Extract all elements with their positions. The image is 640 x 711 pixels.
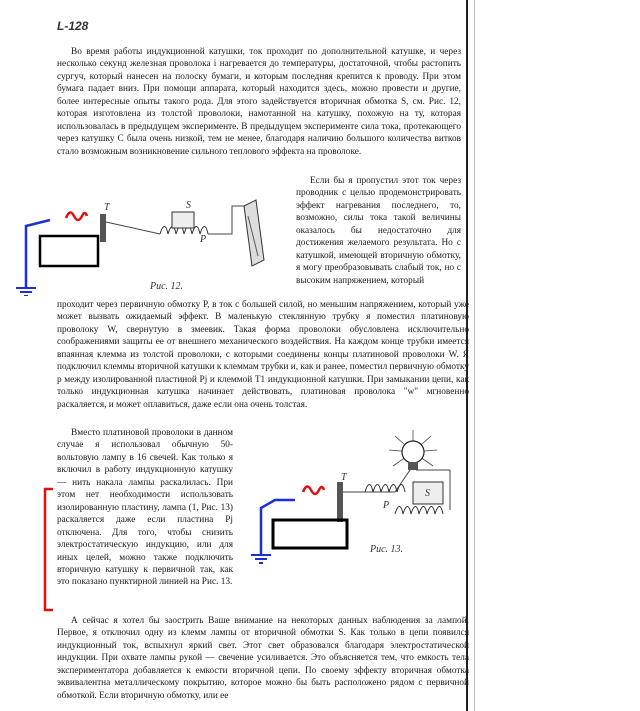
paragraph-2 xyxy=(296,175,461,287)
paragraph-4 xyxy=(57,427,233,589)
lamp-base xyxy=(408,462,418,470)
page-label: L-128 xyxy=(57,19,89,33)
paragraph-1 xyxy=(57,46,461,158)
paragraph-4-text: Вместо платиновой проволоки в данном случае я использовал обычную 50-вольтовую лампу в 16 свечей. Как только я включил в работу индукционную катушку — нить накала лампы раскалилась. При этом нет необходимости использовать изолированную пластину, лампа (1, Рис. 13) раскаляется даже если пластина Pj отключена. Для того, чтобы снизить электростатическую индукцию, или для иных целей, можно также подключить вторичную катушку к первичной так, как это показано пунктирной линией на Рис. 13. xyxy=(57,428,233,588)
fig12-caption: Рис. 12. xyxy=(150,281,184,292)
right-margin-rule-faint xyxy=(474,0,475,711)
terminal xyxy=(100,214,106,242)
figure-12 xyxy=(0,196,290,296)
fig13-label-s: S xyxy=(425,488,430,499)
terminal-13 xyxy=(337,482,343,522)
paragraph-2-text: Если бы я пропустил этот ток через проводник с целью продемонстрировать эффект нагревания последнего, то, возможно, силы тока такой величины оказалось бы недостаточно для достижения желаемого результата. Но с катушкой, имеющей вторичную обмотку, я могу преобразовывать слабый ток, но с высоким напряжением, который xyxy=(296,176,461,286)
lamp-bulb xyxy=(402,441,424,463)
paragraph-5 xyxy=(57,615,469,702)
red-bracket-annotation xyxy=(41,487,55,612)
fig12-label-t: T xyxy=(104,202,110,213)
figure-13 xyxy=(245,430,470,565)
glass-tube xyxy=(244,200,264,266)
fig13-caption: Рис. 13. xyxy=(370,544,404,555)
spark-annotation-13 xyxy=(303,486,324,494)
wire-to-coil xyxy=(106,222,160,234)
secondary-coil-13 xyxy=(365,482,443,514)
paragraph-1-text: Во время работы индукционной катушки, ток проходит по дополнительной катушке, и через несколько секунд железная проволока і нагревается до температуры, достаточной, чтобы растопить сургуч, который нанесен на полоску бумаги, и которым последняя крепится к проводу. При этом бумага падает вниз. При помощи аппарата, который находится здесь, можно провести и другие, более интересные опыты такого рода. Для этого задействуется вторичная обмотка S, см. Рис. 12, которая изготовлена из толстой проволоки, намотанной на катушку, похожую на ту, которая использовалась в предыдущем эксперименте. В предыдущем эксперименте сила тока, протекающего через катушку С была очень низкой, тем не менее, благодаря наличию большого количества витков стало возможным возникновение сильного теплового эффекта на проволоке. xyxy=(57,47,461,157)
paragraph-3: проходит через первичную обмотку P, в ток с большей силой, но меньшим напряжением, который уже может вызвать ожидаемый эффект. В маленькую стеклянную трубку я поместил платиновую проволоку W, свернутую в змеевик. Такая форма проволоки обусловлена исключительно соображениями защиты ее от внешнего механического воздействия. На каждом конце трубки имеется впаянная клемма из толстой проволоки, с которыми соединены концы платиновой проволоки W. Я подключил клеммы вторичной катушки к клеммам трубки и, как и ранее, поместил первичную обмотку p между изолированной пластиной Pj и клеммой T1 индукционной катушки. При замыкании цепи, как только индукционная катушка начинает действовать, платиновая проволока "w" мгновенно раскаляется, и может оплавиться, даже если она очень толстая. xyxy=(57,300,470,410)
paragraph-5-text: А сейчас я хотел бы заострить Ваше внимание на некоторых данных наблюдения за лампой. Первое, я отключил одну из клемм лампы от вторичной обмотки S. Как только в цепи появился индукционный ток, вспыхнул яркий свет. Этот свет образовался благодаря электростатической индукции. При охвате лампы рукой — свечение усиливается. Это объясняется тем, что емкость тела экспериментатора добавляется к емкости вторичной цепи. По своему эффекту вторичная обмотка эквивалентна металлическому покрытию, которое можно бы быть расположено рядом с первичной обмоткой. Если вторичную обмотку, или ее xyxy=(57,616,469,701)
spark-annotation xyxy=(66,212,87,220)
fig13-label-p: P xyxy=(383,500,390,511)
fig12-label-p: P xyxy=(200,234,207,245)
plate-box-annotation-13 xyxy=(273,520,347,548)
ground-wire-annotation xyxy=(26,220,50,288)
fig13-label-t: T xyxy=(341,472,347,483)
fig12-label-s: S xyxy=(186,200,191,211)
plate-box-annotation xyxy=(40,236,98,266)
secondary-coil xyxy=(160,212,208,234)
wire-to-tube xyxy=(208,206,244,234)
